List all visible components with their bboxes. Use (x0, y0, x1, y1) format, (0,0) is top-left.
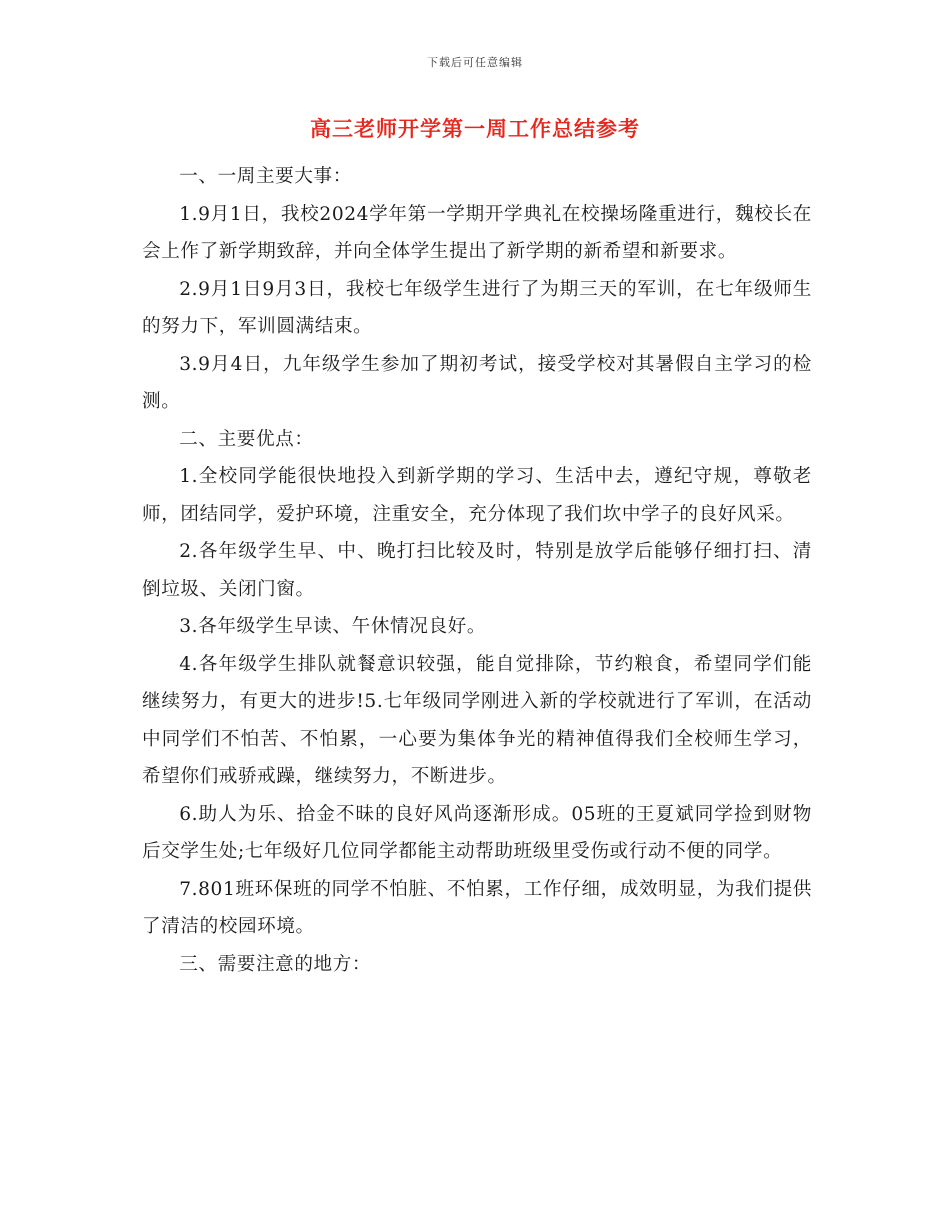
paragraph: 2.9月1日9月3日，我校七年级学生进行了为期三天的军训，在七年级师生的努力下，军训圆满结束。 (142, 278, 812, 337)
paragraph: 1.9月1日，我校2024学年第一学期开学典礼在校操场隆重进行，魏校长在会上作了新学期致辞，并向全体学生提出了新学期的新希望和新要求。 (142, 203, 812, 262)
paragraph: 4.各年级学生排队就餐意识较强，能自觉排除，节约粮食，希望同学们能继续努力，有更大的进步!5.七年级同学刚进入新的学校就进行了军训，在活动中同学们不怕苦、不怕累，一心要为集体争光的精神值得我们全校师生学习，希望你们戒骄戒躁，继续努力，不断进步。 (142, 653, 812, 787)
paragraph: 6.助人为乐、拾金不昧的良好风尚逐渐形成。05班的王夏斌同学捡到财物后交学生处;七年级好几位同学都能主动帮助班级里受伤或行动不便的同学。 (142, 803, 812, 862)
page-header-note: 下载后可任意编辑 (427, 56, 523, 69)
document-body (142, 158, 812, 983)
paragraph: 2.各年级学生早、中、晚打扫比较及时，特别是放学后能够仔细打扫、清倒垃圾、关闭门窗。 (142, 541, 812, 600)
section-heading-3: 三、需要注意的地方： (179, 953, 372, 975)
paragraph: 3.9月4日，九年级学生参加了期初考试，接受学校对其暑假自主学习的检测。 (142, 353, 812, 412)
document-title: 高三老师开学第一周工作总结参考 (310, 116, 640, 141)
paragraph: 1.全校同学能很快地投入到新学期的学习、生活中去，遵纪守规，尊敬老师，团结同学，爱护环境，注重安全，充分体现了我们坎中学子的良好风采。 (142, 466, 812, 525)
section-heading-2: 二、主要优点： (179, 428, 314, 450)
section-heading-1: 一、一周主要大事： (179, 166, 352, 187)
paragraph: 3.各年级学生早读、午休情况良好。 (179, 616, 487, 637)
paragraph: 7.801班环保班的同学不怕脏、不怕累，工作仔细，成效明显，为我们提供了清洁的校园环境。 (142, 878, 812, 937)
